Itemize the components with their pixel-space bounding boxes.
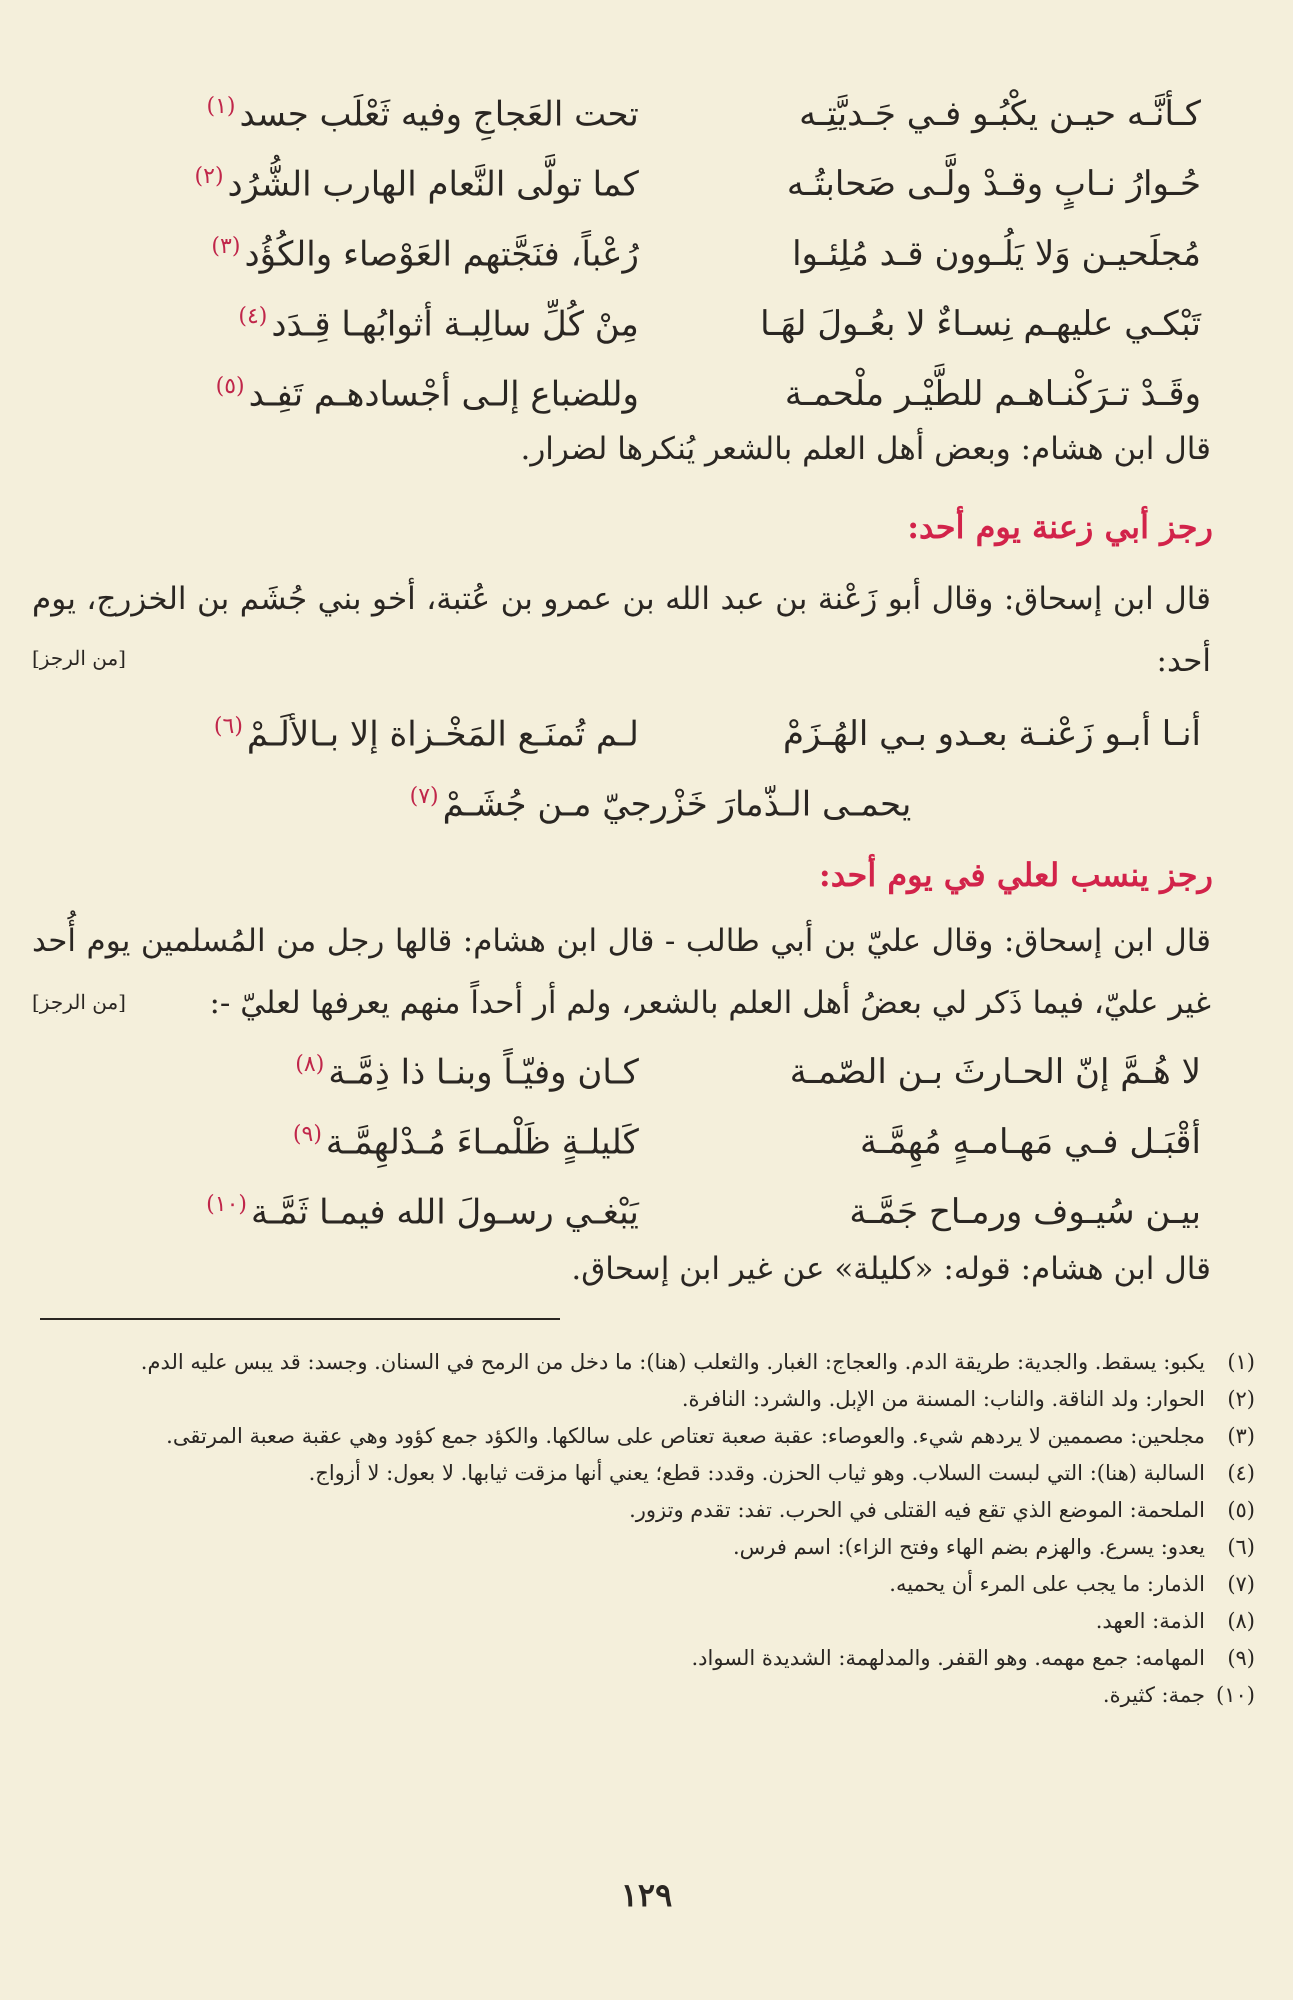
footnote [32,1492,1255,1529]
verse-line [120,212,1201,282]
footnote-number: (٢) [1227,1387,1255,1411]
footnote-marker: (٢) [194,164,224,189]
footnote-marker: (١) [206,94,236,119]
hemistich-text: يحمـى الـذّمارَ خَزْرجيّ مـن جُشَـمْ [442,784,912,825]
footnote-text: الحوار: ولد الناقة. والناب: المسنة من الإبل. والشرد: النافرة. [681,1387,1205,1411]
verse-first-hemistich: كـأنَّـه حيـن يكْبُـو فـي جَـديَّتِـه [799,94,1201,135]
verse-second-hemistich [120,1030,639,1107]
footnote [32,1381,1255,1418]
footnote-number: (٣) [1227,1424,1255,1448]
footnote [32,1677,1255,1714]
footnotes [32,1344,1255,1714]
verse-first-hemistich: بيـن سُيـوف ورمـاح جَمَّـة [849,1192,1201,1233]
section-heading: رجز أبي زعنة يوم أحد: [907,508,1213,546]
footnote-text: المهامه: جمع مهمه. وهو القفر. والمدلهمة: الشديدة السواد. [691,1646,1205,1670]
hemistich-text: كـان وفيّـاً وبنـا ذا ذِمَّـة [328,1052,639,1093]
footnote-number: (٩) [1227,1646,1255,1670]
footnote-text: الذمة: العهد. [1095,1609,1205,1633]
footnote-text: يكبو: يسقط. والجدية: طريقة الدم. والعجاج: الغبار. والثعلب (هنا): ما دخل من الرمح في السنان. وجسد: قد يبس عليه الدم. [140,1350,1205,1374]
footnote-marker: (٣) [211,234,241,259]
footnote [32,1529,1255,1566]
verse-second-hemistich [120,1100,639,1177]
hemistich-text: تحت العَجاجِ وفيه ثَعْلَب جسد [239,94,639,135]
footnote-marker: (٦) [213,714,243,739]
verse-line [120,1030,1201,1100]
verse-first-hemistich: تَبْكـي عليهـم نِسـاءٌ لا بعُـولَ لهَـا [760,304,1201,345]
verse-line [120,692,1201,762]
rajaz-poem-2 [120,1030,1201,1240]
hemistich-text: كَليلـةٍ ظَلْمـاءَ مُـدْلهِمَّـة [325,1122,639,1163]
footnote-text: الذمار: ما يجب على المرء أن يحميه. [889,1572,1205,1596]
footnote-text: مجلحين: مصممين لا يردهم شيء. والعوصاء: عقبة صعبة تعتاص على سالكها. والكؤد جمع كؤود وهي عقبة صعبة المرتقى. [166,1424,1205,1448]
footnote-text: يعدو: يسرع. والهزم بضم الهاء وفتح الزاء): اسم فرس. [732,1535,1205,1559]
verse-first-hemistich: مُجلَحيـن وَلا يَلُـوون قـد مُلِئـوا [792,234,1201,275]
verse-single-hemistich [410,762,912,839]
verse-second-hemistich [120,142,639,219]
footnote-text: جمة: كثيرة. [1102,1683,1205,1707]
footnote-number: (٧) [1227,1572,1255,1596]
hemistich-text: كما تولَّى النَّعام الهارب الشُّرُد [227,164,639,205]
footnote-marker: (٩) [292,1122,322,1147]
verse-line [120,282,1201,352]
verse-second-hemistich [120,1170,639,1247]
footnote [32,1455,1255,1492]
verse-line [120,762,1201,832]
footnote-number: (٦) [1227,1535,1255,1559]
verse-line [120,1170,1201,1240]
footnote-number: (٥) [1227,1498,1255,1522]
footnote [32,1566,1255,1603]
verse-second-hemistich [120,282,639,359]
footnote [32,1603,1255,1640]
hemistich-text: مِنْ كُلِّ سالِبـة أثوابُهـا قِـدَد [271,304,639,345]
top-poem [120,72,1201,422]
footnote-marker: (١٠) [206,1192,247,1217]
ibn-hisham-remark: قال ابن هشام: قوله: «كليلة» عن غير ابن إسحاق. [571,1251,1211,1287]
hemistich-text: يَبْغـي رسـولَ الله فيمـا ثَمَّـة [250,1192,639,1233]
verse-line [120,1100,1201,1170]
footnote-marker: (٤) [238,304,268,329]
meter-label: [من الرجز] [32,990,126,1014]
verse-first-hemistich: أقْبَـل فـي مَهـامـهٍ مُهِمَّـة [860,1122,1201,1163]
verse-first-hemistich: وقَـدْ تـرَكْنـاهـم للطَّيْـر ملْحمـة [784,374,1201,415]
page-number: ١٢٩ [620,1876,673,1914]
footnote-number: (٤) [1227,1461,1255,1485]
rajaz-poem-1 [120,692,1201,832]
meter-label: [من الرجز] [32,646,126,670]
ibn-hisham-remark: قال ابن هشام: وبعض أهل العلم بالشعر يُنكرها لضرار. [520,431,1211,467]
verse-line [120,352,1201,422]
verse-first-hemistich: لا هُـمَّ إنّ الحـارثَ بـن الصّمـة [789,1052,1201,1093]
footnote-text: السالبة (هنا): التي لبست السلاب. وهو ثياب الحزن. وقدد: قطع؛ يعني أنها مزقت ثيابها. لا بعول: لا أزواج. [308,1461,1205,1485]
footnote-marker: (٥) [215,374,245,399]
hemistich-text: لـم تُمنَـع المَخْـزاة إلا بـالألَـمْ [246,714,639,755]
verse-line [120,142,1201,212]
narration-paragraph: قال ابن إسحاق: وقال عليّ بن أبي طالب - قال ابن هشام: قالها رجل من المُسلمين يوم أُحد غير عليّ، فيما ذَكر لي بعضُ أهل العلم بالشعر، ولم أر أحداً منهم يعرفها لعليّ -: [32,923,1211,1021]
footnote-marker: (٧) [409,784,439,809]
footnote-text: الملحمة: الموضع الذي تقع فيه القتلى في الحرب. تفد: تقدم وتزور. [629,1498,1205,1522]
footnote-number: (١) [1227,1350,1255,1374]
hemistich-text: رُعْباً، فنَجَّتهم العَوْصاء والكُؤُد [244,234,639,275]
footnote-number: (٨) [1227,1609,1255,1633]
verse-first-hemistich: أنـا أبـو زَعْنـة بعـدو بـي الهُـزَمْ [783,714,1201,755]
verse-line [120,72,1201,142]
footnote [32,1640,1255,1677]
hemistich-text: وللضباع إلـى أجْسادهـم تَفِـد [248,374,639,415]
verse-second-hemistich [120,212,639,289]
verse-first-hemistich: حُـوارُ نـابٍ وقـدْ ولَّـى صَحابتُـه [786,164,1201,205]
footnote-marker: (٨) [295,1052,325,1077]
narration-paragraph: قال ابن إسحاق: وقال أبو زَعْنة بن عبد الله بن عمرو بن عُتبة، أخو بني جُشَم بن الخزرج، يوم أحد: [32,581,1212,679]
verse-second-hemistich [120,692,639,769]
footnote-number: (١٠) [1216,1683,1255,1707]
section-heading: رجز ينسب لعلي في يوم أحد: [818,856,1213,894]
footnote [32,1344,1255,1381]
footnote [32,1418,1255,1455]
verse-second-hemistich [120,72,639,149]
footnote-separator [40,1318,560,1320]
